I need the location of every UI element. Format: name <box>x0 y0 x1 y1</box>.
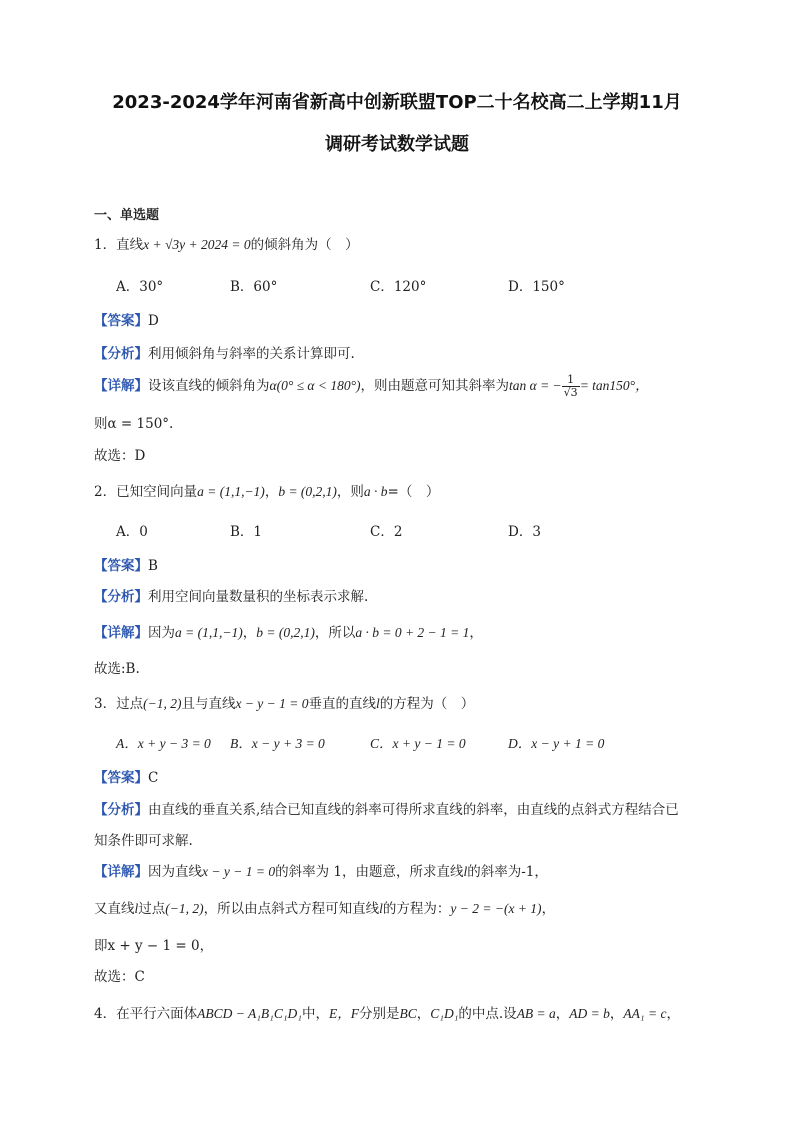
doc-title-line1: 2023-2024学年河南省新高中创新联盟TOP二十名校高二上学期11月 <box>112 92 682 113</box>
q1-detail-text-b: ，则由题意可知其斜率为 <box>360 378 509 394</box>
q1-detail-fraction <box>562 374 580 399</box>
analysis-tag: 【分析】 <box>94 802 148 818</box>
q2-answer <box>94 554 158 574</box>
q3-stem-mid: 且与直线 <box>181 696 236 712</box>
q4-segment-c1d1: C₁D₁ <box>430 1006 459 1021</box>
q3-detail2-c: ，所以由点斜式方程可知直线 <box>203 901 380 917</box>
q4-vector-ad: AD = b <box>569 1006 610 1021</box>
q3-detail-l: l <box>463 864 468 879</box>
q2-detail-result: a · b = 0 + 2 − 1 = 1 <box>355 625 470 640</box>
q2-detail-vector-b: b = (0,2,1) <box>256 625 315 640</box>
q1-detail <box>94 374 649 399</box>
q3-option-b: B．x − y + 3 = 0 <box>230 736 325 751</box>
q3-stem-suffix: 的方程为（ ） <box>379 696 475 712</box>
section-heading: 一、单选题 <box>94 208 160 223</box>
q1-detail-text-a: 设该直线的倾斜角为 <box>148 378 270 394</box>
analysis-tag: 【分析】 <box>94 346 148 362</box>
q3-detail-line-eq: x − y − 1 = 0 <box>202 864 276 879</box>
q3-detail2-point: (−1, 2) <box>165 901 204 916</box>
q2-detail-so: ，所以 <box>314 625 356 641</box>
q3-stem-l: l <box>376 696 380 711</box>
q3-stem-prefix: 3．过点 <box>94 696 144 712</box>
fraction-denominator: √3 <box>563 386 578 399</box>
q3-detail <box>94 860 548 880</box>
q2-detail-end: ， <box>469 625 483 641</box>
q2-analysis-text: 利用空间向量数量积的坐标表示求解. <box>148 589 369 605</box>
q3-answer-value: C <box>148 770 159 786</box>
q1-option-d: D．150° <box>508 279 565 295</box>
q4-stem <box>94 1002 680 1022</box>
q3-detail-a: 因为直线 <box>148 864 202 880</box>
q2-vector-a: a = (1,1,−1) <box>197 484 265 499</box>
answer-tag: 【答案】 <box>94 558 148 574</box>
q2-detail-separator: ， <box>242 625 257 641</box>
q3-detail-b: 的斜率为 1，由题意，所求直线 <box>275 864 464 880</box>
q2-stem-prefix: 2．已知空间向量 <box>94 484 198 500</box>
q1-detail-line2: 则α = 150°. <box>94 416 174 432</box>
q1-answer-value: D <box>148 313 159 329</box>
q2-separator: ， <box>264 484 279 500</box>
q1-detail-tan: tan α = − <box>508 378 562 393</box>
q3-option-a: A．x + y − 3 = 0 <box>116 736 211 751</box>
doc-title-line2: 调研考试数学试题 <box>325 134 469 155</box>
q3-detail-line3: 即x + y − 1 = 0， <box>94 938 214 954</box>
q4-stem-end: ， <box>666 1006 680 1022</box>
q2-analysis <box>94 585 368 605</box>
q1-stem-suffix: 的倾斜角为（ ） <box>250 237 359 253</box>
q1-option-c: C．120° <box>370 279 427 295</box>
detail-tag: 【详解】 <box>94 864 148 880</box>
q3-detail2-b: 过点 <box>138 901 166 917</box>
q2-option-b: B．1 <box>230 524 263 540</box>
q3-analysis-line2: 知条件即可求解. <box>94 833 193 849</box>
q2-option-a: A．0 <box>116 524 148 540</box>
q3-analysis-text: 由直线的垂直关系,结合已知直线的斜率可得所求直线的斜率，由直线的点斜式方程结合已 <box>148 802 679 818</box>
q2-answer-value: B <box>148 558 158 574</box>
q2-dot-product: a · b <box>363 484 388 499</box>
q1-analysis-text: 利用倾斜角与斜率的关系计算即可. <box>148 346 355 362</box>
q2-stem <box>94 480 439 500</box>
q1-option-b: B．60° <box>230 279 278 295</box>
q1-stem-equation: x + √3y + 2024 = 0 <box>143 237 251 252</box>
q4-sep1: ， <box>555 1006 570 1022</box>
q1-detail-tan-end: = tan150°， <box>579 378 649 393</box>
q4-stem-a: 中， <box>301 1006 329 1022</box>
q1-stem <box>94 233 359 253</box>
q3-stem-mid2: 垂直的直线 <box>308 696 377 712</box>
q4-points-ef: E，F <box>328 1006 359 1021</box>
q4-stem-d: 的中点.设 <box>458 1006 517 1022</box>
q2-detail-vector-a: a = (1,1,−1) <box>175 625 243 640</box>
q3-option-c: C．x + y − 1 = 0 <box>370 736 466 751</box>
q4-stem-c: ， <box>416 1006 431 1022</box>
q4-stem-b: 分别是 <box>358 1006 400 1022</box>
q3-detail2-l: l <box>134 901 139 916</box>
q3-choice: 故选：C <box>94 969 145 985</box>
q3-stem-point: (−1, 2) <box>143 696 182 711</box>
q2-option-d: D．3 <box>508 524 541 540</box>
q1-answer <box>94 309 159 329</box>
q2-vector-b: b = (0,2,1) <box>278 484 337 499</box>
fraction-numerator: 1 <box>562 374 580 387</box>
detail-tag: 【详解】 <box>94 625 148 641</box>
q3-stem <box>94 692 474 712</box>
answer-tag: 【答案】 <box>94 313 148 329</box>
q3-detail-c: 的斜率为-1， <box>467 864 548 880</box>
q1-detail-angle: α(0° ≤ α < 180°) <box>269 378 361 393</box>
q4-stem-prefix: 4．在平行六面体 <box>94 1006 198 1022</box>
q2-stem-then: ，则 <box>336 484 364 500</box>
q3-answer <box>94 766 158 786</box>
q3-detail-line2 <box>94 897 555 917</box>
q4-segment-bc: BC <box>399 1006 417 1021</box>
q1-choice: 故选：D <box>94 448 146 464</box>
q2-option-c: C．2 <box>370 524 403 540</box>
q2-choice: 故选:B. <box>94 661 140 677</box>
q2-detail-because: 因为 <box>148 625 175 641</box>
answer-tag: 【答案】 <box>94 770 148 786</box>
q3-detail2-eq: y − 2 = −(x + 1) <box>450 901 542 916</box>
q2-detail <box>94 621 483 641</box>
q3-analysis <box>94 798 679 818</box>
q4-vector-aa1: AA₁ = c <box>623 1006 667 1021</box>
q3-stem-line: x − y − 1 = 0 <box>235 696 309 711</box>
analysis-tag: 【分析】 <box>94 589 148 605</box>
q4-solid: ABCD − A₁B₁C₁D₁ <box>197 1006 302 1021</box>
q4-sep2: ， <box>609 1006 624 1022</box>
q1-analysis <box>94 342 355 362</box>
q3-detail2-a: 又直线 <box>94 901 135 917</box>
q3-option-d: D．x − y + 1 = 0 <box>508 736 605 751</box>
q1-option-a: A．30° <box>116 279 164 295</box>
q1-stem-prefix: 1．直线 <box>94 237 144 253</box>
q3-detail2-d: 的方程为： <box>382 901 451 917</box>
q3-detail2-l2: l <box>379 901 383 916</box>
q3-detail2-end: ， <box>541 901 556 917</box>
q2-stem-suffix: =（ ） <box>387 484 440 500</box>
q4-vector-ab: AB = a <box>516 1006 556 1021</box>
detail-tag: 【详解】 <box>94 378 148 394</box>
